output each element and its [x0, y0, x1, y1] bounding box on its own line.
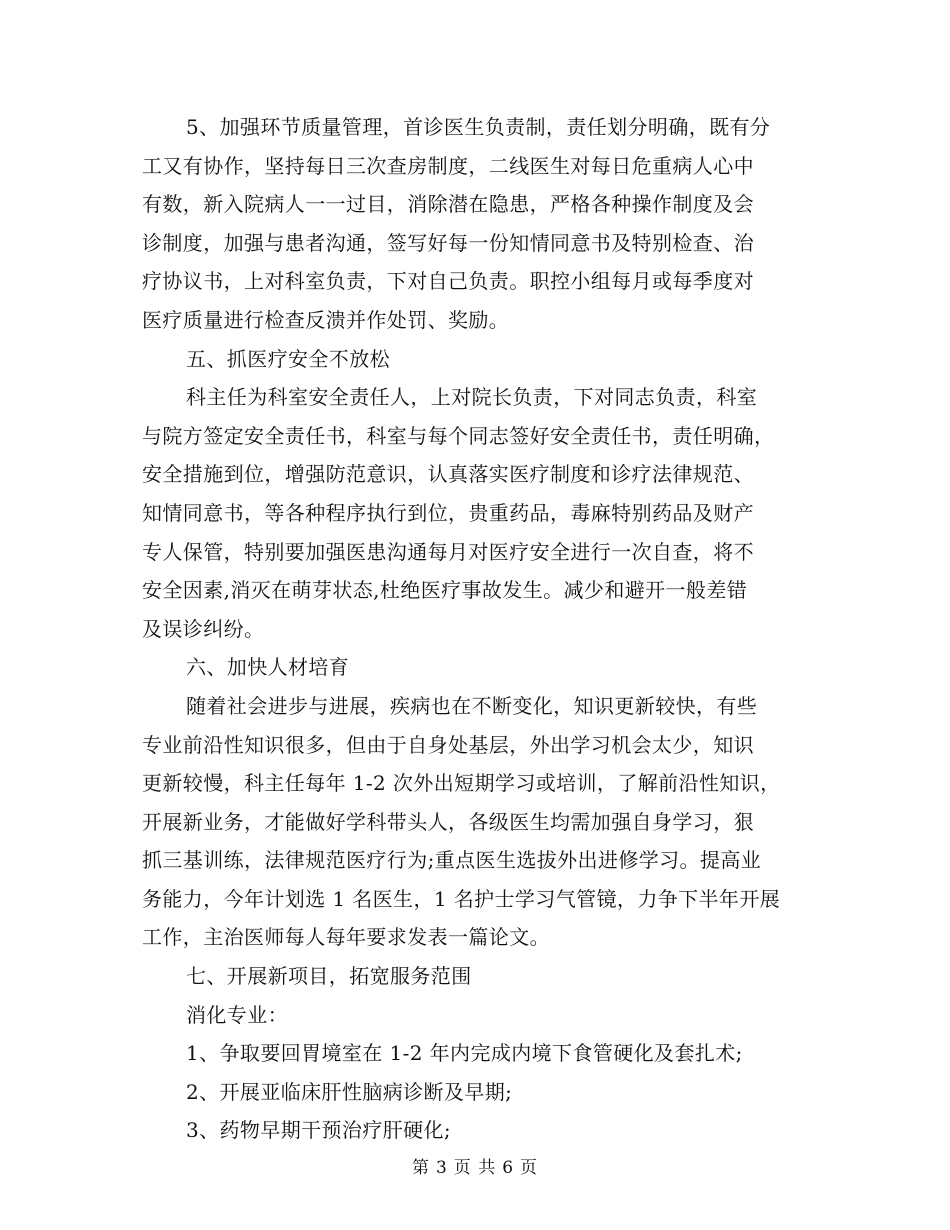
- text-line: 务能力，今年计划选 1 名医生，1 名护士学习气管镜，力争下半年开展: [142, 886, 781, 911]
- text-line: 随着社会进步与进展，疾病也在不断变化，知识更新较快，有些: [186, 693, 758, 718]
- footer-suffix: 页: [520, 1158, 539, 1178]
- text-line: 抓三基训练，法律规范医疗行为;重点医生选拔外出进修学习。提高业: [142, 848, 762, 873]
- text-line: 五、抓医疗安全不放松: [186, 346, 390, 371]
- text-line: 及误诊纠纷。: [142, 616, 265, 641]
- text-line: 3、药物早期干预治疗肝硬化;: [186, 1118, 452, 1143]
- text-line: 医疗质量进行检查反溃并作处罚、奖励。: [142, 307, 510, 332]
- text-line: 工又有协作，坚持每日三次查房制度，二线医生对每日危重病人心中: [142, 153, 754, 178]
- text-line: 疗协议书，上对科室负责，下对自己负责。职控小组每月或每季度对: [142, 269, 754, 294]
- text-line: 更新较慢，科主任每年 1-2 次外出短期学习或培训，了解前沿性知识，: [142, 771, 781, 796]
- text-line: 2、开展亚临床肝性脑病诊断及早期;: [186, 1079, 513, 1104]
- text-line: 1、争取要回胃境室在 1-2 年内完成内境下食管硬化及套扎术;: [186, 1041, 743, 1066]
- document-body: [142, 108, 814, 1150]
- current-page-number: 3: [435, 1158, 448, 1178]
- text-line: 知情同意书，等各种程序执行到位，贵重药品，毒麻特别药品及财产: [142, 500, 754, 525]
- text-line: 六、加快人材培育: [186, 655, 350, 680]
- total-pages-number: 6: [502, 1158, 515, 1178]
- text-line: 安全措施到位，增强防范意识，认真落实医疗制度和诊疗法律规范、: [142, 462, 754, 487]
- text-line: 专业前沿性知识很多，但由于自身处基层，外出学习机会太少，知识: [142, 732, 754, 757]
- text-line: 七、开展新项目，拓宽服务范围: [186, 964, 472, 989]
- text-line: 诊制度，加强与患者沟通，签写好每一份知情同意书及特别检查、治: [142, 230, 754, 255]
- page-footer: [0, 1153, 950, 1178]
- text-line: 科主任为科室安全责任人，上对院长负责，下对同志负责，科室: [186, 385, 758, 410]
- text-line: 5、加强环节质量管理，首诊医生负责制，责任划分明确，既有分: [186, 115, 771, 139]
- text-line: 专人保管，特别要加强医患沟通每月对医疗安全进行一次自查，将不: [142, 539, 754, 564]
- footer-middle: 页 共: [453, 1158, 497, 1178]
- footer-prefix: 第: [411, 1158, 430, 1178]
- text-line: 安全因素,消灭在萌芽状态,杜绝医疗事故发生。减少和避开一般差错: [142, 578, 748, 603]
- text-line: 开展新业务，才能做好学科带头人，各级医生均需加强自身学习，狠: [142, 809, 754, 834]
- text-line: 与院方签定安全责任书，科室与每个同志签好安全责任书，责任明确，: [142, 423, 775, 448]
- text-line: 消化专业：: [186, 1002, 288, 1027]
- text-line: 有数，新入院病人一一过目，消除潜在隐患，严格各种操作制度及会: [142, 192, 754, 217]
- text-line: 工作，主治医师每人每年要求发表一篇论文。: [142, 925, 550, 950]
